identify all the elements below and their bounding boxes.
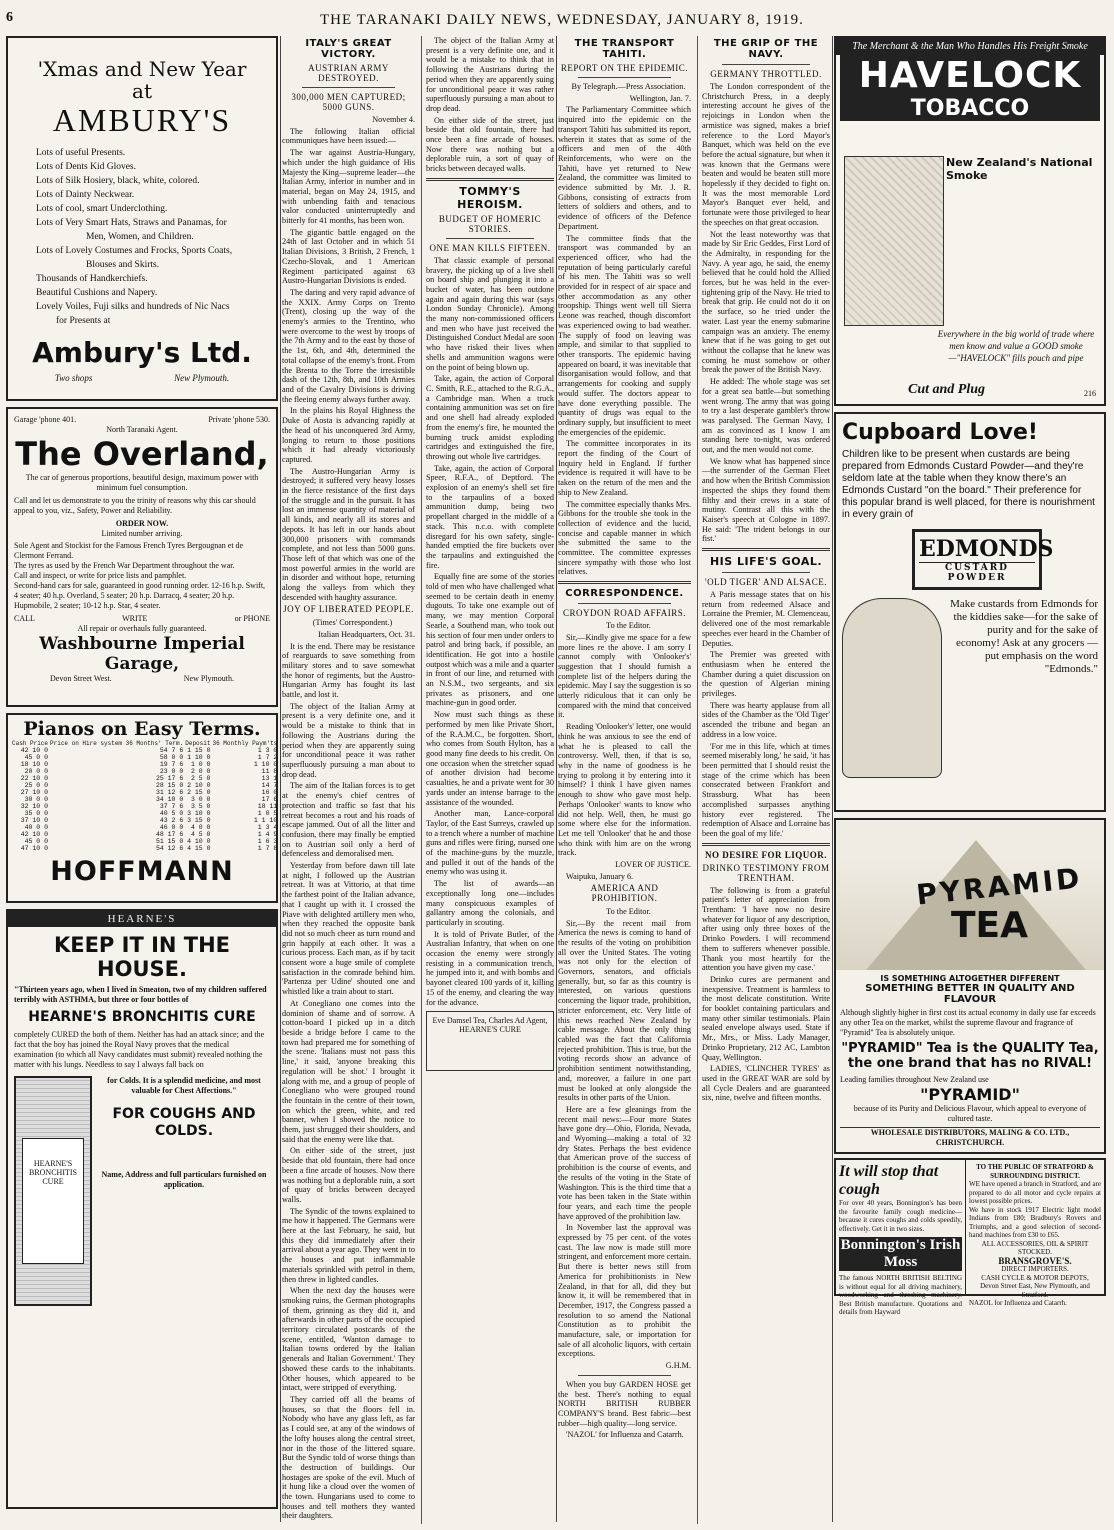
paragraph: The aim of the Italian forces is to get at the enemy's chief centres of protection and traffic so fast that his retreat becomes a rout and his roads of escape jammed. Out of all the litter and confusion, there may finally be emptied on to Austrian soil only a herd of defenceless and demoralised men. [282, 781, 415, 859]
list-item: Lots of Silk Hosiery, black, white, colored. [36, 176, 200, 186]
table-cell: 32 10 0 [20, 803, 49, 810]
table-cell: 13 1 [261, 775, 278, 782]
overland-ad [6, 407, 278, 707]
havelock-text: Everywhere in the big world of trade where men know and value a GOOD smoke—"HAVELOCK" fills pouch and pipe [937, 329, 1095, 363]
table-cell: 46 0 0 [159, 824, 184, 831]
article-subhead: NO DESIRE FOR LIQUOR. [704, 849, 827, 860]
havelock-name: HAVELOCK [840, 55, 1100, 96]
list-item: Men, Women, and Children. [86, 232, 194, 242]
column-1 [6, 36, 278, 1524]
header-cell: Cash Price [12, 740, 49, 747]
divider [558, 581, 691, 584]
pianos-table [11, 740, 278, 852]
edmonds-sub: CUSTARD POWDER [919, 562, 1035, 583]
paragraph: At Conegliano one comes into the dominion of shame and of sorrow. A cotton-board I picked up in a ditch beside a bridge before I came to the town had prepared me for something of the scene. 'Italians must not pass this line,' it said, 'anyone breaking this regulation will be shot.' I brought it along with me, and a group of people of Conegliano who were grouped round the fountain in the centre of their town, on which the green, white, and red banner, when I showed the notice to them, just shrugged their shoulders, and said that the enemy were like that. [282, 998, 415, 1144]
contact-call: CALL [14, 614, 35, 623]
table-cell: 2 15 0 [187, 789, 211, 796]
table-cell: 3 0 0 [190, 796, 211, 803]
paragraph: The Parliamentary Committee which inquired into the epidemic on the transport Tahiti has submitted its report, wherein it states that as some of the officers and men of the 40th Reinforcements, who were on the Tahiti, have yet returned to New Zealand, the committee was limited to evidence submitted by Mr. J. R. Gibbons, consisting of extracts from letters of soldiers and others, and to evidence of officers of the Defence Department. [558, 105, 691, 231]
article-subhead: BUDGET OF HOMERIC STORIES. [438, 213, 542, 234]
table-cell: 51 15 0 [155, 838, 184, 845]
table-cell: 16 0 [261, 789, 278, 796]
article-subhead: REPORT ON THE EPIDEMIC. [560, 63, 689, 73]
table-cell: 4 10 0 [187, 838, 211, 845]
pyramid-body: Although slightly higher in first cost its actual economy in daily use far exceeds any other Tea on the market, whilst the supreme flavour and fragrance of "Pyramid" Tea is absolutely unique. [840, 1008, 1096, 1037]
hearne-quote: "Thirteen years ago, when I lived in Smeaton, two of my children suffered terribly with ASTHMA, but three or four bottles of [14, 985, 267, 1004]
table-row [11, 817, 278, 824]
divider [302, 87, 395, 88]
list-item: Lots of useful Presents. [36, 148, 126, 158]
divider [722, 64, 810, 65]
pyramid-name: PYRAMID [914, 861, 1084, 912]
paragraph: Not the least noteworthy was that made by Sir Eric Geddes, First Lord of the Admiralty, in responding for the Navy. A year ago, he said, the enemy believed that he could hold the Allied forces, but he was held in the ever-tightening grip of the Navy. He tried to break that grip. He could not do it on the surface, so he tried under the water. Last year the enemy submarine campaign was an anxiety. The enemy knew that if he was going to get out without the collapse that he knew was coming he must somehow or other break the power of the British Navy. [702, 229, 830, 375]
paragraph: The Austro-Hungarian Army is destroyed; it suffered very heavy losses in the fierce resistance of the first days of the struggle and in the pursuit. It has lost an immense quantity of material of all kinds, and nearly all its stores and depots. It has left in our hands about 300,000 prisoners with commands complete, and not less than 5000 guns. Those left of that which was one of the most powerful armies in the world are in disorder and without hope, returning along the valleys from which they descended with haughty assurance. [282, 466, 415, 602]
article-body [426, 256, 554, 1007]
firm-name: BRANSGROVE'S. [998, 1255, 1072, 1266]
notice-body: WE have opened a branch in Stratford, and are prepared to do all motor and cycle repairs at lowest possible prices. [969, 1180, 1101, 1205]
table-cell: 1 1 10 [253, 817, 278, 824]
private-phone: Private 'phone 530. [208, 415, 270, 424]
list-item: Lovely Voiles, Fuji silks and hundreds of Nic Nacs [36, 302, 230, 312]
table-cell: 28 15 0 [155, 782, 184, 789]
table-row [11, 754, 278, 761]
divider [722, 572, 810, 573]
overland-phones [14, 415, 270, 425]
paragraph: The committee especially thanks Mrs. Gibbons for the trouble she took in the collection of evidence and the lucid, concise and capable manner in which she submitted the same to the committee. The committee expresses sincere sympathy with those who lost relatives. [558, 499, 691, 577]
list-item: Lots of Dainty Neckwear. [36, 190, 135, 200]
paragraph: Another man, Lance-corporal Taylor, of the East Surreys, crawled up to a trench where a number of machine guns and rifles were firing, nursed one of the machine-guns by the muzzle, and pulled it out of the hands of the enemy who was using it. [426, 809, 554, 877]
article-headline: CORRESPONDENCE. [565, 588, 684, 600]
table-cell: 18 10 0 [20, 761, 49, 768]
table-cell: 1 7 2 [257, 754, 278, 761]
paragraph: In November last the approval was expressed by 75 per cent. of the votes cast. The law now is made still more stringent, and enforcement more certain. But there is better news still from America for prohibitionists in New Zealand, in that for all, did they but know it, it will be remembered that in December, 1917, the Congress passed a resolution to so amend the National Constitution as to prohibit the manufacture, sale, or importation for sale of all alcoholic liquors, with certain exceptions. [558, 1223, 691, 1359]
divider [702, 548, 830, 551]
table-row [11, 775, 278, 782]
table-cell: 54 12 6 [155, 845, 184, 852]
table-cell: 1 4 9 [257, 831, 278, 838]
pyramid-purity: because of its Purity and Delicious Flavour, which appeal to everyone of cultured taste. [853, 1104, 1087, 1123]
list-item: Beautiful Cushions and Napery. [36, 288, 158, 298]
byline: By Telegraph.—Press Association. [571, 82, 686, 91]
garage-phone: Garage 'phone 401. [14, 415, 77, 424]
column-4 [834, 36, 1106, 1524]
overland-limited: Limited number arriving. [101, 529, 183, 538]
firm-depots: CASH CYCLE & MOTOR DEPOTS, [981, 1273, 1089, 1282]
ambury-location: New Plymouth. [174, 373, 230, 383]
table-cell: 3 10 0 [187, 810, 211, 817]
havelock-cut: Cut and Plug [908, 382, 986, 397]
overland-contact [14, 614, 270, 624]
table-row [11, 838, 278, 845]
paragraph: He added: The whole stage was set for a great sea battle—but something went wrong. The army that was going to try a last desperate gambler's throw was paralysed. The German Navy, I am as convinced as I know I am standing here to-night, was ordered out, and the men would not come. [702, 377, 830, 455]
paragraph: Equally fine are some of the stories told of men who have challenged what seemed to be certain death in enemy dugouts. To take one example out of many, we may mention Corporal Searle, a Southend man, who took out his section of four men under orders to patrol and bring back, if possible, an identification. He got into a hostile outpost which was a mile and a quarter in front of our line, and returned with an N.S.M., two sergeants, and six privates as prisoners, and one machine-gun in good order. [426, 572, 554, 708]
hearne-footer: Name, Address and full particulars furnished on application. [101, 1170, 267, 1189]
article-body [558, 82, 691, 577]
bonnington-slogan: It will stop that cough [839, 1163, 939, 1198]
table-row [11, 761, 278, 768]
table-cell: 2 10 0 [187, 782, 211, 789]
article-subhead: ONE MAN KILLS FIFTEEN. [429, 242, 551, 253]
navy-article [697, 36, 830, 1524]
edmonds-make: Make custards from Edmonds for the kiddies sake—for the sake of purity and for the sake of economy! Ask at any grocers —put emphasis on the word "Edmonds." [950, 598, 1098, 675]
list-item: for Presents at [56, 316, 111, 326]
paragraph: There was hearty applause from all sides of the Chamber as the 'Old Tiger' ascended the tribune and began an address in a low voice. [702, 700, 830, 739]
signature: LOVER OF JUSTICE. [615, 860, 691, 870]
paragraph: The Premier was greeted with enthusiasm when he entered the Chamber during a quiet discussion on the question of Algerian mining privileges. [702, 650, 830, 699]
edmonds-ad [834, 412, 1106, 812]
paragraph: Reading 'Onlooker's' letter, one would think he was anxious to see the end of what he is pleased to call the controversy. Well, then, if that is so, why in the name of goodness is he trying to prolong it by entering into it himself? I think I have given names enough to show who gave most help. Perhaps 'Onlooker' wants to know who did not help. Well, then, he must go some where else for the information. Let me tell 'Onlooker' that he and those who think with him are on the wrong track. [558, 722, 691, 858]
paragraph: When you buy GARDEN HOSE get the best. There's nothing to equal NORTH BRITISH RUBBER COMPANY'S brand. Best fabric—best rubber—high quality—long service. [558, 1379, 691, 1428]
byline: (Times' Correspondent.) [312, 618, 393, 628]
paragraph: In the plains his Royal Highness the Duke of Aosta is advancing rapidly at the head of his unconquered 3rd Army, longing to return to those positions which it had already victoriously captured. [282, 406, 415, 464]
paragraph: The committee finds that the transport was commanded by an experienced officer, who had the reputation of being particularly careful of his men. The Tahiti was so well provided for in respect of air space and other accommodation as any other troopship. Things went well till Sierra Leone was reached, though discomfort was experienced owing to bad weather. The supply of food on leaving was ample, and similar to that supplied to other transports. The epidemic having appeared on board, it was inevitable that disorganisation would follow, and that arrangements for cooking and supply would suffer. The doctors appear to have done everything possible. The quantity of drugs was equal to the ordinary supply, but insufficient to meet the emergencies of the epidemic. [558, 233, 691, 437]
pyramid-brand2: "PYRAMID" [920, 1085, 1020, 1104]
table-cell: 58 0 0 [159, 754, 184, 761]
table-cell: 25 0 0 [24, 782, 49, 789]
paragraph: Yesterday from before dawn till late at night, I followed up the Austrian retreat. It was at Vittorio, at that time the farthest point of the Italian advance, that I caught up with it. I crossed the Piave with delighted artillery men who, when they reached the opposite bank did not so much cheer as turn round and grin happily at each other. It was a curious process. Each man, as if by tacit consent wore a huge smile of complete satisfaction in the comrade behind him. 'Partenza per Udine' shouted one and whistled like a train about to start. [282, 861, 415, 997]
table-cell: 20 0 0 [24, 768, 49, 775]
contact-phone: or PHONE [234, 614, 270, 623]
address-town: New Plymouth. [183, 674, 234, 683]
article-body [702, 886, 830, 1103]
paragraph: Now must such things as these performed by men like Private Short, of the R.A.M.C., be forgotten. Short, who comes from South Hylton, has a good many fine deeds to his credit. On one occasion when the stretcher squad of another division had become casualties, he and a private went for 30 yards under an intense barrage to the assistance of the wounded. [426, 710, 554, 807]
article-subhead: JOY OF LIBERATED PEOPLE. [283, 604, 414, 615]
article-body [558, 621, 691, 1440]
table-cell: 1 7 8 [257, 845, 278, 852]
table-cell: 4 15 0 [187, 845, 211, 852]
bonnington-ad [834, 1158, 1106, 1316]
table-cell: 4 5 0 [190, 831, 211, 838]
table-header [11, 740, 278, 747]
hearne-side: for Colds. It is a splendid medicine, and most valuable for Chest Affections." [107, 1076, 261, 1095]
paragraph: The daring and very rapid advance of the XXIX. Army Corps on Trento (Trent), closing up the way of the enemy's armies to the Trentino, who were overcome to the west by troops of the 7th Army and to the east by those of the 1st, 6th, and 4th, determined the total collapse of the enemy's front. From the Brenta to the Torre the irresistible dash of the 12th, 8th, and 10th Armies and of the Cavalry Divisions is driving the fleeing enemy always further away. [282, 287, 415, 404]
edmonds-logo [912, 529, 1054, 590]
nazol-notice: NAZOL for Influenza and Catarrh. [969, 1299, 1067, 1307]
paragraph: The war against Austria-Hungary, which under the high guidance of His Majesty the King—supreme leader—the Italian Army, inferior in number and in material, began on May 24, 1915, and with unbending faith and tenacious valor conducted uninterruptedly and bitterly for 41 months, has been won. [282, 148, 416, 226]
havelock-number: 216 [1084, 389, 1096, 398]
bonnington-name: Bonnington's Irish Moss [840, 1237, 961, 1270]
table-cell: 1 0 5 [257, 810, 278, 817]
bonnington-left [836, 1160, 966, 1316]
notice-title: TO THE PUBLIC OF STRATFORD & SURROUNDING DISTRICT. [976, 1163, 1094, 1180]
pianos-rows [11, 747, 278, 852]
paragraph: They carried off all the beams of houses, so that the floors fell in. Nobody who have any glass left, as far as I could see, at any of the windows of the lofty houses along the central street, nor in the those of the littered square. But the Syndic told of worse things than the destruction of buildings. Our hostages are spoke of the evil. Much of it hung like a cloud over the women of the town. Hungarians used to come to houses and tell mothers they wanted their daughters. [282, 1395, 415, 1521]
table-cell: 1 0 0 [190, 761, 211, 768]
bransgrove-ad [966, 1160, 1104, 1307]
article-body [426, 36, 554, 174]
list-item: Lots of Dents Kid Gloves. [36, 162, 137, 172]
divider [578, 1375, 671, 1376]
overland-order: ORDER NOW. [115, 519, 169, 528]
paragraph: It is the end. There may be resistance of rearguards to save something from military stores and to save somewhat the honor of regiments, but the Austro-Hungarian Army has fought its last battle, and lost it. [282, 641, 415, 700]
article-subhead: 'OLD TIGER' AND ALSACE. [704, 577, 828, 588]
article-subhead: CROYDON ROAD AFFAIRS. [562, 608, 687, 619]
table-cell: 14 7 [261, 782, 278, 789]
column-3-split [558, 36, 830, 1524]
divider [578, 77, 671, 78]
table-row [11, 803, 278, 810]
header-cell: Deposit [185, 740, 211, 747]
column-2-split [282, 36, 554, 1524]
table-row [11, 782, 278, 789]
table-row [11, 796, 278, 803]
italy-article [282, 36, 415, 1524]
bottle-illustration [14, 1076, 92, 1306]
paragraph: Sir,—Kindly give me space for a few more lines re the above. I am sorry I cannot comply with 'Onlooker's' suggestion that I should furnish a complete list of the helpers during the epidemic. May I say the suggestion is so utterly ridiculous that it can only be compared with the mind that conceived it. [558, 632, 691, 720]
overland-catalogue: Call and inspect, or write for price lists and pamphlet. [14, 571, 187, 580]
dockside-illustration [844, 156, 944, 326]
paragraph: The Syndic of the towns explained to me how it happened. The Germans were here at the last February, he said, but this they did immediately after their arrival about a year ago. They went in to the houses and put inflammable materials sprinkled with petrol in them, then threw in lighted candles. [282, 1206, 415, 1284]
table-cell: 43 2 6 [159, 817, 184, 824]
belting-notice: The famous NORTH BRITISH BELTING is without equal for all driving machinery, woodworking and threshing machinery. Best British manufacture. Quotations and details from Hayward [839, 1274, 962, 1316]
table-cell: 1 15 0 [187, 747, 211, 754]
paragraph: Take, again, the action of Corporal Speer, R.F.A., of Deptford. The explosion of an enemy's shell set fire to the tarpaulins of a boxed ammunition dump, being two propellant charged in the middle of a stack. This n.c.o. with complete disregard for his own safety, single-handed emptied the fire buckets over the tarpaulins and extinguished the fire. [426, 463, 554, 570]
pyramid-tag2: SOMETHING BETTER IN QUALITY AND FLAVOUR [865, 983, 1075, 1005]
page-number: 6 [6, 10, 13, 25]
column-rule [832, 36, 833, 1522]
bottle-label: HEARNE'S BRONCHITIS CURE [22, 1138, 84, 1264]
table-cell: 31 12 6 [155, 789, 184, 796]
list-item: Lots of Lovely Costumes and Frocks, Sports Coats, [36, 246, 233, 256]
pyramid-ad [834, 818, 1106, 1154]
divider [578, 603, 671, 604]
overland-tyres: The tyres as used by the French War Department throughout the war. [14, 561, 235, 570]
dateline: Italian Headquarters, Oct. 31. [318, 629, 415, 639]
header-cell: Price on Hire system 36 Months' Term. [50, 740, 184, 747]
table-cell: 2 0 0 [190, 768, 211, 775]
article-subhead: AUSTRIAN ARMY DESTROYED. [308, 63, 389, 83]
divider [446, 238, 534, 239]
table-cell: 40 5 0 [159, 810, 184, 817]
list-item: Blouses and Skirts. [86, 260, 160, 270]
table-cell: 35 0 0 [24, 810, 49, 817]
table-cell: 1 3 4 [257, 824, 278, 831]
article-headline: ITALY'S GREAT VICTORY. [305, 38, 392, 60]
paragraph: We know what has happened since—the surrender of the German Fleet and how when the British Commission inspected the ships they found them filthy and their crews in a state of mutiny. Contrast all this with the Kaiser's speech at Cologne in 1897. He said: 'The trident belongs in our fist.' [702, 456, 830, 544]
column-rule [556, 36, 557, 1522]
tahiti-article [558, 36, 691, 1524]
paragraph: It is told of Private Butler, of the Australian Infantry, that when on one occasion the enemy were strongly resisting in a communication trench, he jumped into it, and with bombs and bayonet cleared 100 yards of it, killing 15 of the enemy, and clearing the way for the advance. [426, 929, 554, 1007]
table-cell: 11 8 [261, 768, 278, 775]
pyramid-copy [836, 970, 1104, 1152]
article-body [702, 82, 830, 544]
table-cell: 3 15 0 [187, 817, 211, 824]
paragraph: LADIES, 'CLINCHER TYRES' as used in the GREAT WAR are sold by all Cycle Dealers and are guaranteed six, nine, twelve and fifteen months. [702, 1064, 830, 1103]
paragraph: A Paris message states that on his return from redeemed Alsace and Lorraine the Premier, M. Clemenceau, delivered one of the most remarkable speeches ever heard in the Chamber of Deputies. [702, 590, 830, 648]
paragraph: Sir,—By the recent mail from America the news is coming to hand of the results of the voting on prohibition all over the United States. The voting was not only for the election of Governors, senators, and officials generally, but, so far as this country is interested, on various questions concerning the liquor trade, prohibition, stricter enforcement, etc. Very little of this news reached New Zealand by cable message. About the only thing cabled was the fact that California rejected prohibition. This is true, but the voting records show an advance of prohibition sentiment notwithstanding, and, moreover, a failure in one part must be looked at only alongside the results in other parts of the Union. [558, 918, 691, 1103]
divider [426, 178, 554, 181]
table-row [11, 824, 278, 831]
small-ad: Eve Damsel Tea, Charles Ad Agent, HEARNE'S CURE [426, 1011, 554, 1071]
list-item: Lots of cool, smart Underclothing. [36, 204, 168, 214]
paragraph: Here are a few gleanings from the recent mail news:—Four more States have gone dry—Ohio, Florida, Nevada, and Wyoming—making a total of 32 dry States. Perhaps the best evidence that American prove of the success of prohibition is the course of events, and the results of the voting in the State of Washington. This is the third time that a vote has been taken in the State within four years, and each time the people have approved of the prohibition law. [558, 1104, 691, 1221]
table-cell: 25 17 6 [155, 775, 184, 782]
article-subhead: 300,000 MEN CAPTURED; 5000 GUNS. [291, 92, 406, 112]
table-row [11, 810, 278, 817]
table-cell: 18 11 [257, 803, 278, 810]
havelock-nz: New Zealand's National Smoke [946, 156, 1093, 182]
notice-accessories: ALL ACCESSORIES, OIL & SPIRIT STOCKED. [981, 1239, 1089, 1256]
hoffmann-brand: HOFFMANN [50, 856, 234, 887]
table-cell: 42 10 0 [20, 831, 49, 838]
column-2 [282, 36, 554, 1524]
paragraph: The object of the Italian Army at present is a very definite one, and it would be a mistake to think that in following the Austrians during the period when they are apparently suing for unconditional peace it was rather superfluously pursuing a man about to drop dead. [282, 701, 415, 779]
paragraph: Take, again, the action of Corporal C. Smith, R.E., attached to the R.G.A., a Cambridge man. When a truck containing ammunition was set on fire and one shell had already exploded from the enemy's fire, he mounted the burning truck amidst exploding cartridges and extinguished the fire, throwing out whole live cartridges. [426, 374, 554, 461]
table-cell: 45 0 0 [24, 754, 49, 761]
paragraph: 'For me in this life, which at times seemed miserably long,' he said, 'it has been permitted that I should resist the stage of the crime which has been consecrated between Frankfort and Strassburg. What has been accomplished surpasses anything history ever registered. The redemption of Alsace and Lorraine has been the goal of my life.' [702, 741, 830, 838]
table-cell: 17 6 [261, 796, 278, 803]
table-cell: 47 10 0 [20, 845, 49, 852]
column-rule [280, 36, 281, 1522]
hearne-headline: KEEP IT IN THE HOUSE. [53, 933, 231, 981]
header-cell: 36 Monthly Paym'ts [212, 740, 278, 747]
table-cell: 48 17 6 [155, 831, 184, 838]
firm-importers: DIRECT IMPORTERS. [1001, 1265, 1069, 1273]
to-editor: To the Editor. [606, 621, 651, 631]
tommy-article [421, 36, 554, 1524]
pyramid-illustration [836, 820, 1104, 970]
table-row [11, 789, 278, 796]
overland-agent: North Taranaki Agent. [106, 425, 178, 434]
table-cell: 1 3 0 [257, 747, 278, 754]
pyramid-tag: IS SOMETHING ALTOGETHER DIFFERENT [880, 974, 1060, 983]
paragraph: Drinko cures are permanent and inexpensive. Treatment is harmless to the most delicate constitution. Write for booklet containing particulars and many other similar testimonials. Plain sealed envelope always used. State if Mr., Mrs., or Miss. Lady Manager, Drinko Proprietary, 212 AC, Lambton Quay, Wellington. [702, 974, 830, 1062]
paragraph: 'NAZOL' for Influenza and Catarrh. [566, 1430, 684, 1440]
article-headline: THE GRIP OF THE NAVY. [713, 38, 819, 60]
table-row [11, 747, 278, 754]
table-cell: 2 5 0 [190, 775, 211, 782]
column-3 [558, 36, 830, 1524]
table-cell: 1 6 3 [257, 838, 278, 845]
divider [702, 843, 830, 846]
hearne-product: HEARNE'S BRONCHITIS CURE [28, 1009, 256, 1025]
table-cell: 4 0 0 [190, 824, 211, 831]
table-cell: 37 10 0 [20, 817, 49, 824]
pyramid-quality: "PYRAMID" Tea is the QUALITY Tea, the one brand that has no RIVAL! [841, 1041, 1099, 1071]
hearne-for: FOR COUGHS AND COLDS. [112, 1106, 256, 1139]
notice-stock: We have in stock 1917 Electric light model Indians from £80; Bradbury's Rovers and Triumphs, and a good selection of second-hand machines from £30 to £65. [969, 1205, 1101, 1239]
bonnington-body: For over 40 years, Bonnington's has been the favourite family cough medicine—because it cures coughs and colds speedily, effectively. Get it in two sizes. [839, 1199, 962, 1233]
article-body [702, 590, 830, 839]
table-row [11, 768, 278, 775]
table-cell: 1 10 0 [187, 754, 211, 761]
pyramid-leading: Leading families throughout New Zealand use [840, 1075, 989, 1084]
table-cell: 3 5 0 [190, 803, 211, 810]
paragraph: The list of awards—an exceptionally long one—includes many conspicuous examples of gallantry among the colonials, and particularly in scouting. [426, 879, 554, 927]
ambury-ltd: Ambury's Ltd. [32, 336, 252, 369]
place: Waipuku, January 6. [566, 871, 634, 881]
pyramid-wholesale: WHOLESALE DISTRIBUTORS, MALING & CO. LTD., CHRISTCHURCH. [840, 1127, 1100, 1148]
table-cell: 23 0 0 [159, 768, 184, 775]
edmonds-brand: EDMONDS [919, 536, 1054, 562]
list-item: Thousands of Handkerchiefs. [36, 274, 148, 284]
paragraph: The object of the Italian Army at present is a very definite one, and it would be a mistake to think that in following the Austrians during the period when they are apparently suing for unconditional peace it was rather superfluously pursuing a man about to drop dead. [426, 36, 554, 113]
pianos-ad [6, 713, 278, 903]
hearne-ad [6, 909, 278, 1509]
ambury-footer [14, 373, 270, 383]
overland-title: The Overland, [15, 435, 269, 473]
table-row [11, 845, 278, 852]
article-subhead: GERMANY THROTTLED. [710, 69, 822, 79]
overland-tagline: The car of generous proportions, beautiful design, maximum power with minimum fuel consumption. [25, 473, 259, 492]
overland-secondhand: Second-hand cars for sale, guaranteed in good running order. 12-16 h.p. Swift, 4 seater; 40 h.p. Overland, 5 seater; 20 h.p. Darracq, 4 seater; 20 h.p. Hupmobile, 2 seater; 10-12 h.p. Star, 4 seater. [14, 581, 266, 610]
firm-address: Devon Street East, New Plymouth, and Stratford. [980, 1282, 1090, 1299]
paragraph: On either side of the street, just beside that old fountain, there had once been a fine arcade of houses. Now there was nothing but a deplorable ruin, a sort of quay of bricks between decayed walls. [282, 1146, 415, 1204]
article-subhead: DRINKO TESTIMONY FROM TRENTHAM. [702, 862, 830, 883]
pianos-title: Pianos on Easy Terms. [23, 718, 261, 740]
edmonds-title: Cupboard Love! [842, 420, 1038, 445]
overland-call: Call and let us demonstrate to you the trinity of reasons why this car should appeal to you, viz., Safety, Power and Reliability. [14, 496, 256, 515]
lady-illustration [842, 598, 942, 778]
paragraph: The following Italian official communiques have been issued:— [282, 126, 415, 146]
contact-write: WRITE [122, 614, 148, 623]
ambury-at: at [132, 79, 152, 103]
table-row [11, 831, 278, 838]
paragraph: The following is from a grateful patient's letter of appreciation from Trentham: 'I have now no desire whatever for liquor of any description, after using only three boxes of the Drinko Powders. I will recommend them to sufferers whenever possible. Thank you most heartily for the attention you have given my case.' [702, 885, 830, 973]
ambury-items [14, 146, 270, 328]
table-cell: 34 10 0 [155, 796, 184, 803]
paragraph: On either side of the street, just beside that old fountain, there had once been a fine arcade of houses. Now there was nothing but a deplorable ruin, a sort of quay of bricks between decayed walls. [426, 115, 554, 174]
garage-address [14, 674, 270, 684]
article-subhead: AMERICA AND PROHIBITION. [590, 883, 659, 904]
table-cell: 1 10 0 [253, 761, 278, 768]
havelock-ad [834, 36, 1106, 406]
paragraph: The committee incorporates in its report the finding of the Court of Inquiry held in England. If further evidence is required it will have to be taken on the return of the men and the ship to New Zealand. [558, 439, 691, 497]
ambury-shops: Two shops [54, 373, 93, 383]
article-headline: THE TRANSPORT TAHITI. [574, 38, 675, 60]
ambury-ad [6, 36, 278, 401]
paragraph: The gigantic battle engaged on the 24th of last October and in which 51 Italian Divisions, 3 British, 2 French, 1 Czecho-Slovak, and 1 American Regiment participated against 63 Austro-Hungarian Divisions is ended. [282, 227, 415, 286]
garage-name: Washbourne Imperial Garage, [39, 634, 245, 674]
newspaper-header: THE TARANAKI DAILY NEWS, WEDNESDAY, JANUARY 8, 1919. [320, 12, 804, 28]
ambury-name: AMBURY'S [52, 102, 232, 138]
list-item: Lots of Very Smart Hats, Straws and Panamas, for [36, 218, 227, 228]
ambury-title: 'Xmas and New Year [37, 57, 247, 81]
table-cell: 27 10 0 [20, 789, 49, 796]
to-editor: To the Editor. [606, 906, 651, 916]
paragraph: That classic example of personal bravery, the picking up of a live shell on board ship and plunging it into a bucket of water, has been outdone again and again during this war (says London Sunday Chronicle). Among the many non-commissioned officers and men who have just received the Distinguished Conduct Medal are soon who have risked their lives when shells and ammunition wagons were on the point of being blown up. [426, 255, 554, 372]
havelock-top: The Merchant & the Man Who Handles His Freight Smoke [836, 38, 1104, 55]
address-street: Devon Street West. [50, 674, 112, 683]
dateline: November 4. [372, 115, 415, 124]
signature: G.H.M. [665, 1361, 691, 1371]
dateline: Wellington, Jan. 7. [629, 93, 691, 103]
table-cell: 54 7 6 [159, 747, 184, 754]
overland-repairs: All repair or overhauls fully guaranteed. [77, 624, 207, 633]
table-cell: 37 7 6 [159, 803, 184, 810]
table-cell: 42 10 0 [20, 747, 49, 754]
article-headline: HIS LIFE'S GOAL. [709, 555, 823, 569]
table-cell: 30 0 0 [24, 796, 49, 803]
paragraph: The London correspondent of the Christchurch Press, in a deeply interesting account he gives of the rejoicings in London when the armistice was signed, makes a brief reference to the Lord Mayor's Banquet, which was held on the eve before the actual signature, but when it was known that the Germans were beaten and would be beaten still more hopelessly if they decided to fight on. It was the most memorable Lord Mayor's Banquet ever held, and fortunate were those privileged to hear the speeches on that great occasion. [702, 82, 830, 227]
table-cell: 45 0 0 [24, 838, 49, 845]
article-body [282, 115, 415, 1521]
hearne-banner: HEARNE'S [8, 911, 276, 927]
table-cell: 19 7 6 [159, 761, 184, 768]
overland-agents: Sole Agent and Stockist for the Famous French Tyres Bergougnan et de Clermont Ferrand. [14, 541, 244, 560]
masthead [0, 0, 1114, 30]
table-cell: 22 10 0 [20, 775, 49, 782]
paragraph: When the next day the houses were smoking ruins, the German photographs of them, grinning as they did it, and afterwards in other parts of the occupied territory circulated postcards of the scene, entitled, 'Wanton damage to Italian towns ordered by the Italian generals and Italian Government.' They showed these cards to the inhabitants. Other houses, which appeared to be intact, were stripped of everything. [282, 1286, 415, 1393]
edmonds-body: Children like to be present when custards are being prepared from Edmonds Custard Powder—and they're seldom late at the table when they know there's an Edmonds Custard "on the board." Their preference for this popular brand is well placed, for there is nourishment in every grain of [842, 449, 1095, 520]
hearne-testimonial: completely CURED the both of them. Neither has had an attack since; and the fact that the boy has joined the Royal Navy proves that the medical examination (to which all Navy candidates must submit) revealed nothing the matter with his lungs. Needless to say I always fall back on [14, 1030, 265, 1069]
havelock-tobacco: TOBACCO [840, 96, 1100, 121]
article-headline: TOMMY'S HEROISM. [457, 184, 523, 211]
pyramid-tea: TEA [951, 905, 1029, 946]
table-cell: 40 0 0 [24, 824, 49, 831]
